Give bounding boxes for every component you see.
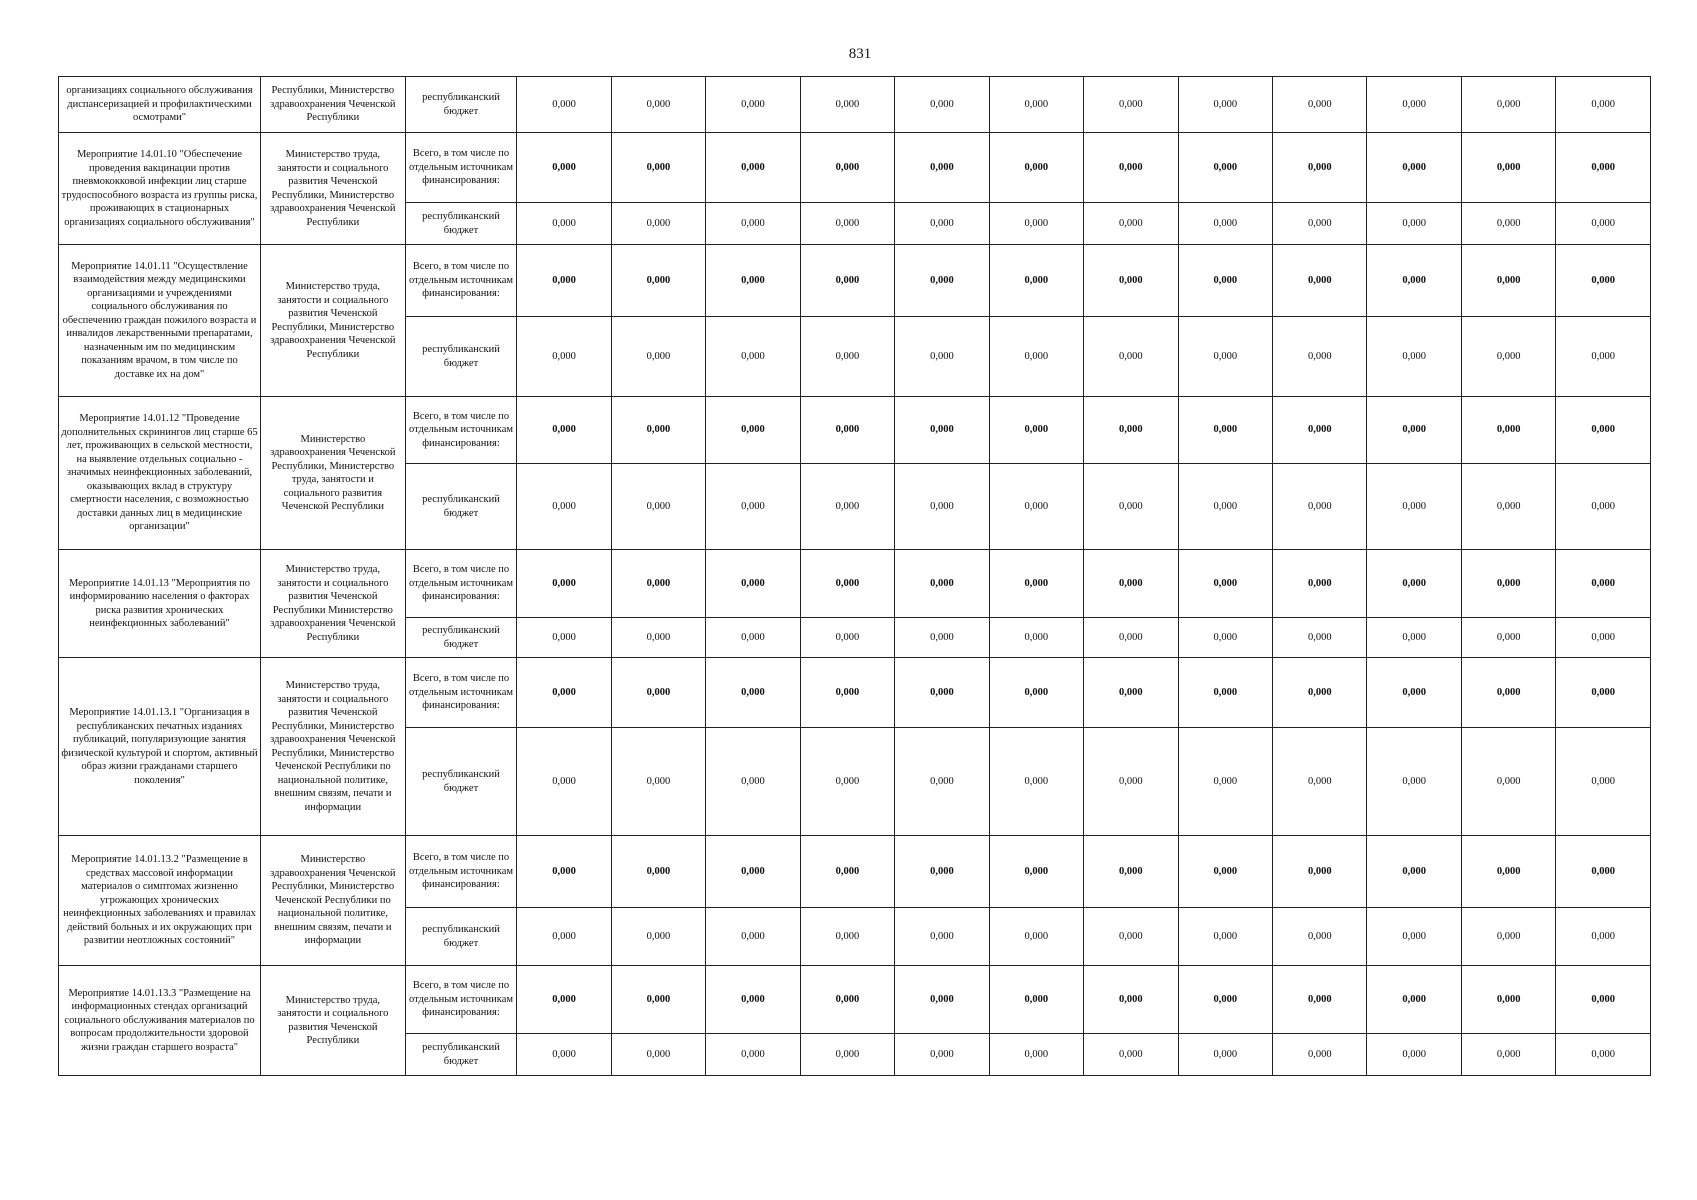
- amount-cell: 0,000: [1084, 317, 1178, 397]
- amount-cell: 0,000: [1178, 658, 1272, 728]
- amount-cell: 0,000: [1273, 618, 1367, 658]
- table-row: [59, 658, 1651, 728]
- amount-cell: 0,000: [1178, 908, 1272, 966]
- amount-cell: 0,000: [1273, 133, 1367, 203]
- amount-cell: 0,000: [1556, 133, 1651, 203]
- funding-source-republican-cell: республиканский бюджет: [405, 317, 517, 397]
- amount-cell: 0,000: [1178, 618, 1272, 658]
- event-name-cell: Мероприятие 14.01.13 "Мероприятия по информированию населения о факторах риска развития хронических неинфекционных заболеваний": [59, 550, 261, 658]
- amount-cell: 0,000: [611, 1034, 705, 1076]
- amount-cell: 0,000: [1178, 836, 1272, 908]
- executor-cell: Министерство труда, занятости и социального развития Чеченской Республики Министерство здравоохранения Чеченской Республики: [261, 550, 406, 658]
- amount-cell: 0,000: [1367, 317, 1461, 397]
- amount-cell: 0,000: [706, 203, 800, 245]
- amount-cell: 0,000: [1461, 908, 1555, 966]
- amount-cell: 0,000: [706, 317, 800, 397]
- event-name-cell: Мероприятие 14.01.10 "Обеспечение проведения вакцинации против пневмококковой инфекции лиц старше трудоспособного возраста из группы риска, проживающих в стационарных организациях социального обслуживания": [59, 133, 261, 245]
- amount-cell: 0,000: [1178, 317, 1272, 397]
- amount-cell: 0,000: [1461, 618, 1555, 658]
- amount-cell: 0,000: [706, 397, 800, 464]
- amount-cell: 0,000: [1461, 1034, 1555, 1076]
- amount-cell: 0,000: [517, 618, 611, 658]
- funding-source-total-cell: Всего, в том числе по отдельным источникам финансирования:: [405, 550, 517, 618]
- amount-cell: 0,000: [1084, 836, 1178, 908]
- amount-cell: 0,000: [611, 245, 705, 317]
- amount-cell: 0,000: [895, 966, 989, 1034]
- amount-cell: 0,000: [517, 245, 611, 317]
- amount-cell: 0,000: [1084, 550, 1178, 618]
- funding-source-total-cell: Всего, в том числе по отдельным источникам финансирования:: [405, 658, 517, 728]
- amount-cell: 0,000: [1084, 658, 1178, 728]
- executor-cell: Министерство труда, занятости и социального развития Чеченской Республики: [261, 966, 406, 1076]
- amount-cell: 0,000: [1273, 550, 1367, 618]
- amount-cell: 0,000: [611, 317, 705, 397]
- amount-cell: 0,000: [1084, 908, 1178, 966]
- amount-cell: 0,000: [1556, 618, 1651, 658]
- amount-cell: 0,000: [1178, 464, 1272, 550]
- amount-cell: 0,000: [1556, 203, 1651, 245]
- amount-cell: 0,000: [1273, 77, 1367, 133]
- amount-cell: 0,000: [1367, 1034, 1461, 1076]
- executor-cell: Министерство труда, занятости и социального развития Чеченской Республики, Министерство здравоохранения Чеченской Республики, Министерство Чеченской Республики по национальной политике, внешним связям, печати и информации: [261, 658, 406, 836]
- amount-cell: 0,000: [1461, 317, 1555, 397]
- amount-cell: 0,000: [1461, 77, 1555, 133]
- funding-source-republican-cell: республиканский бюджет: [405, 77, 517, 133]
- event-name-cell: организациях социального обслуживания диспансеризацией и профилактическими осмотрами": [59, 77, 261, 133]
- amount-cell: 0,000: [1461, 550, 1555, 618]
- table-row: [59, 245, 1651, 317]
- amount-cell: 0,000: [1084, 464, 1178, 550]
- amount-cell: 0,000: [706, 836, 800, 908]
- amount-cell: 0,000: [1367, 966, 1461, 1034]
- amount-cell: 0,000: [1084, 397, 1178, 464]
- amount-cell: 0,000: [1461, 133, 1555, 203]
- amount-cell: 0,000: [800, 397, 894, 464]
- funding-source-republican-cell: республиканский бюджет: [405, 203, 517, 245]
- amount-cell: 0,000: [1367, 77, 1461, 133]
- amount-cell: 0,000: [1556, 1034, 1651, 1076]
- amount-cell: 0,000: [517, 77, 611, 133]
- amount-cell: 0,000: [1556, 464, 1651, 550]
- amount-cell: 0,000: [1367, 397, 1461, 464]
- amount-cell: 0,000: [517, 550, 611, 618]
- amount-cell: 0,000: [1367, 550, 1461, 618]
- amount-cell: 0,000: [517, 464, 611, 550]
- event-name-cell: Мероприятие 14.01.11 "Осуществление взаимодействия между медицинскими организациями и учреждениями социального обслуживания по обеспечению граждан пожилого возраста и инвалидов лекарственными препаратами, назначенным им по медицинским показаниям врачом, в том числе по доставке их на дом": [59, 245, 261, 397]
- amount-cell: 0,000: [611, 203, 705, 245]
- amount-cell: 0,000: [1084, 245, 1178, 317]
- funding-source-total-cell: Всего, в том числе по отдельным источникам финансирования:: [405, 397, 517, 464]
- amount-cell: 0,000: [517, 203, 611, 245]
- amount-cell: 0,000: [1367, 133, 1461, 203]
- amount-cell: 0,000: [1556, 397, 1651, 464]
- amount-cell: 0,000: [1556, 836, 1651, 908]
- event-name-cell: Мероприятие 14.01.13.3 "Размещение на информационных стендах организаций социального обслуживания материалов по вопросам продолжительности здоровой жизни граждан старшего возраста": [59, 966, 261, 1076]
- amount-cell: 0,000: [800, 77, 894, 133]
- amount-cell: 0,000: [1367, 908, 1461, 966]
- executor-cell: Министерство труда, занятости и социального развития Чеченской Республики, Министерство здравоохранения Чеченской Республики: [261, 245, 406, 397]
- amount-cell: 0,000: [1178, 397, 1272, 464]
- amount-cell: 0,000: [611, 658, 705, 728]
- amount-cell: 0,000: [1461, 658, 1555, 728]
- amount-cell: 0,000: [895, 77, 989, 133]
- amount-cell: 0,000: [895, 908, 989, 966]
- amount-cell: 0,000: [1461, 728, 1555, 836]
- amount-cell: 0,000: [989, 397, 1083, 464]
- amount-cell: 0,000: [1084, 728, 1178, 836]
- amount-cell: 0,000: [895, 133, 989, 203]
- amount-cell: 0,000: [1461, 397, 1555, 464]
- funding-source-republican-cell: республиканский бюджет: [405, 728, 517, 836]
- amount-cell: 0,000: [1273, 908, 1367, 966]
- amount-cell: 0,000: [706, 618, 800, 658]
- amount-cell: 0,000: [611, 550, 705, 618]
- amount-cell: 0,000: [800, 1034, 894, 1076]
- amount-cell: 0,000: [989, 317, 1083, 397]
- amount-cell: 0,000: [517, 728, 611, 836]
- executor-cell: Республики, Министерство здравоохранения Чеченской Республики: [261, 77, 406, 133]
- amount-cell: 0,000: [517, 658, 611, 728]
- amount-cell: 0,000: [1273, 317, 1367, 397]
- amount-cell: 0,000: [1084, 1034, 1178, 1076]
- amount-cell: 0,000: [895, 618, 989, 658]
- amount-cell: 0,000: [1273, 836, 1367, 908]
- amount-cell: 0,000: [989, 618, 1083, 658]
- amount-cell: 0,000: [1084, 618, 1178, 658]
- amount-cell: 0,000: [1367, 728, 1461, 836]
- amount-cell: 0,000: [517, 1034, 611, 1076]
- amount-cell: 0,000: [1084, 203, 1178, 245]
- amount-cell: 0,000: [800, 728, 894, 836]
- amount-cell: 0,000: [706, 245, 800, 317]
- amount-cell: 0,000: [1178, 966, 1272, 1034]
- amount-cell: 0,000: [1556, 908, 1651, 966]
- amount-cell: 0,000: [517, 966, 611, 1034]
- amount-cell: 0,000: [895, 658, 989, 728]
- amount-cell: 0,000: [895, 317, 989, 397]
- amount-cell: 0,000: [1461, 464, 1555, 550]
- amount-cell: 0,000: [1178, 133, 1272, 203]
- amount-cell: 0,000: [1367, 464, 1461, 550]
- amount-cell: 0,000: [1273, 1034, 1367, 1076]
- amount-cell: 0,000: [1556, 550, 1651, 618]
- amount-cell: 0,000: [989, 464, 1083, 550]
- funding-source-republican-cell: республиканский бюджет: [405, 908, 517, 966]
- amount-cell: 0,000: [1461, 245, 1555, 317]
- funding-source-total-cell: Всего, в том числе по отдельным источникам финансирования:: [405, 836, 517, 908]
- table-row: [59, 966, 1651, 1034]
- amount-cell: 0,000: [517, 317, 611, 397]
- amount-cell: 0,000: [800, 966, 894, 1034]
- amount-cell: 0,000: [1178, 550, 1272, 618]
- amount-cell: 0,000: [1367, 203, 1461, 245]
- amount-cell: 0,000: [1556, 658, 1651, 728]
- amount-cell: 0,000: [706, 550, 800, 618]
- amount-cell: 0,000: [1556, 317, 1651, 397]
- amount-cell: 0,000: [1084, 77, 1178, 133]
- table-row: [59, 550, 1651, 618]
- executor-cell: Министерство здравоохранения Чеченской Республики, Министерство труда, занятости и социального развития Чеченской Республики: [261, 397, 406, 550]
- amount-cell: 0,000: [706, 966, 800, 1034]
- event-name-cell: Мероприятие 14.01.13.1 "Организация в республиканских печатных изданиях публикаций, популяризующие занятия физической культурой и спортом, активный образ жизни гражданами старшего поколения": [59, 658, 261, 836]
- event-name-cell: Мероприятие 14.01.13.2 "Размещение в средствах массовой информации материалов о симптомах жизненно угрожающих хронических неинфекционных заболеваниях и правилах действий больных и их окружающих при развитии неотложных состояний": [59, 836, 261, 966]
- amount-cell: 0,000: [611, 966, 705, 1034]
- amount-cell: 0,000: [1461, 836, 1555, 908]
- funding-source-total-cell: Всего, в том числе по отдельным источникам финансирования:: [405, 245, 517, 317]
- amount-cell: 0,000: [1556, 728, 1651, 836]
- amount-cell: 0,000: [989, 966, 1083, 1034]
- amount-cell: 0,000: [895, 245, 989, 317]
- amount-cell: 0,000: [1084, 966, 1178, 1034]
- amount-cell: 0,000: [895, 397, 989, 464]
- amount-cell: 0,000: [517, 908, 611, 966]
- amount-cell: 0,000: [1178, 77, 1272, 133]
- amount-cell: 0,000: [895, 836, 989, 908]
- amount-cell: 0,000: [611, 908, 705, 966]
- amount-cell: 0,000: [895, 203, 989, 245]
- funding-source-total-cell: Всего, в том числе по отдельным источникам финансирования:: [405, 966, 517, 1034]
- amount-cell: 0,000: [800, 464, 894, 550]
- amount-cell: 0,000: [895, 728, 989, 836]
- page-number: 831: [848, 46, 872, 62]
- amount-cell: 0,000: [1273, 203, 1367, 245]
- amount-cell: 0,000: [989, 133, 1083, 203]
- amount-cell: 0,000: [800, 836, 894, 908]
- amount-cell: 0,000: [1273, 658, 1367, 728]
- budget-table: [58, 76, 1651, 1076]
- amount-cell: 0,000: [989, 203, 1083, 245]
- amount-cell: 0,000: [895, 550, 989, 618]
- amount-cell: 0,000: [1084, 133, 1178, 203]
- amount-cell: 0,000: [1461, 203, 1555, 245]
- amount-cell: 0,000: [1178, 728, 1272, 836]
- amount-cell: 0,000: [1367, 836, 1461, 908]
- amount-cell: 0,000: [1273, 728, 1367, 836]
- amount-cell: 0,000: [1273, 397, 1367, 464]
- amount-cell: 0,000: [895, 1034, 989, 1076]
- amount-cell: 0,000: [1178, 203, 1272, 245]
- amount-cell: 0,000: [611, 618, 705, 658]
- amount-cell: 0,000: [1461, 966, 1555, 1034]
- amount-cell: 0,000: [989, 908, 1083, 966]
- amount-cell: 0,000: [611, 728, 705, 836]
- amount-cell: 0,000: [517, 397, 611, 464]
- amount-cell: 0,000: [706, 77, 800, 133]
- amount-cell: 0,000: [989, 728, 1083, 836]
- amount-cell: 0,000: [1367, 618, 1461, 658]
- amount-cell: 0,000: [706, 1034, 800, 1076]
- amount-cell: 0,000: [989, 836, 1083, 908]
- funding-source-republican-cell: республиканский бюджет: [405, 1034, 517, 1076]
- amount-cell: 0,000: [706, 908, 800, 966]
- funding-source-total-cell: Всего, в том числе по отдельным источникам финансирования:: [405, 133, 517, 203]
- table-row: [59, 133, 1651, 203]
- event-name-cell: Мероприятие 14.01.12 "Проведение дополнительных скринингов лиц старше 65 лет, проживающих в сельской местности, на выявление отдельных социально - значимых неинфекционных заболеваний, оказывающих вклад в структуру смертности населения, с возможностью доставки данных лиц в медицинские организации": [59, 397, 261, 550]
- amount-cell: 0,000: [706, 133, 800, 203]
- amount-cell: 0,000: [1273, 464, 1367, 550]
- funding-source-republican-cell: республиканский бюджет: [405, 464, 517, 550]
- amount-cell: 0,000: [517, 836, 611, 908]
- amount-cell: 0,000: [800, 245, 894, 317]
- amount-cell: 0,000: [611, 464, 705, 550]
- amount-cell: 0,000: [611, 836, 705, 908]
- amount-cell: 0,000: [611, 397, 705, 464]
- executor-cell: Министерство труда, занятости и социального развития Чеченской Республики, Министерство здравоохранения Чеченской Республики: [261, 133, 406, 245]
- amount-cell: 0,000: [1178, 245, 1272, 317]
- amount-cell: 0,000: [989, 77, 1083, 133]
- amount-cell: 0,000: [800, 550, 894, 618]
- amount-cell: 0,000: [989, 245, 1083, 317]
- amount-cell: 0,000: [800, 658, 894, 728]
- amount-cell: 0,000: [895, 464, 989, 550]
- amount-cell: 0,000: [800, 133, 894, 203]
- amount-cell: 0,000: [706, 658, 800, 728]
- amount-cell: 0,000: [1367, 245, 1461, 317]
- table-row: [59, 397, 1651, 464]
- amount-cell: 0,000: [800, 618, 894, 658]
- amount-cell: 0,000: [800, 317, 894, 397]
- amount-cell: 0,000: [800, 203, 894, 245]
- amount-cell: 0,000: [1556, 966, 1651, 1034]
- amount-cell: 0,000: [611, 77, 705, 133]
- amount-cell: 0,000: [1273, 966, 1367, 1034]
- funding-source-republican-cell: республиканский бюджет: [405, 618, 517, 658]
- table-row: [59, 77, 1651, 133]
- amount-cell: 0,000: [1367, 658, 1461, 728]
- amount-cell: 0,000: [517, 133, 611, 203]
- amount-cell: 0,000: [706, 464, 800, 550]
- amount-cell: 0,000: [800, 908, 894, 966]
- amount-cell: 0,000: [1178, 1034, 1272, 1076]
- amount-cell: 0,000: [1556, 77, 1651, 133]
- table-row: [59, 836, 1651, 908]
- amount-cell: 0,000: [989, 658, 1083, 728]
- amount-cell: 0,000: [989, 1034, 1083, 1076]
- amount-cell: 0,000: [1556, 245, 1651, 317]
- amount-cell: 0,000: [706, 728, 800, 836]
- executor-cell: Министерство здравоохранения Чеченской Республики, Министерство Чеченской Республики по национальной политике, внешним связям, печати и информации: [261, 836, 406, 966]
- amount-cell: 0,000: [1273, 245, 1367, 317]
- amount-cell: 0,000: [989, 550, 1083, 618]
- amount-cell: 0,000: [611, 133, 705, 203]
